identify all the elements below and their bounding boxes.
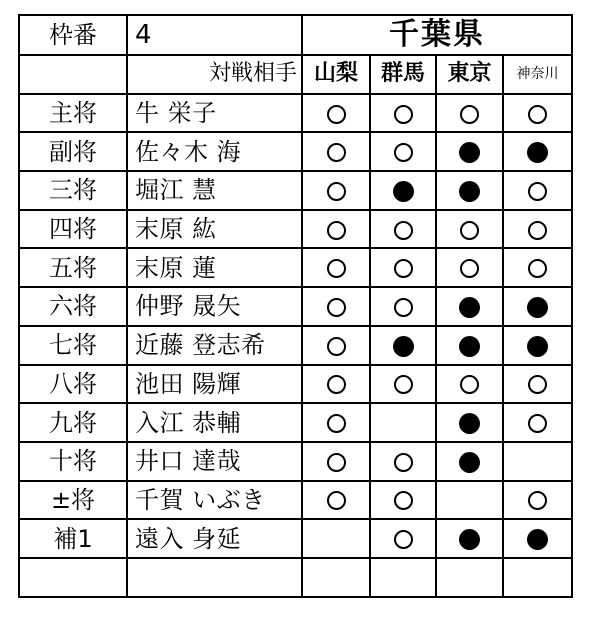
player-row	[19, 248, 572, 287]
win-circle-icon	[528, 105, 547, 124]
result-cell	[503, 365, 572, 404]
result-cell	[370, 132, 436, 171]
player-position: 主将	[19, 94, 127, 133]
result-cell	[370, 558, 436, 597]
win-circle-icon	[394, 259, 413, 278]
result-cell	[302, 558, 370, 597]
result-cell	[503, 403, 572, 442]
player-position: 十将	[19, 442, 127, 481]
result-cell	[370, 481, 436, 520]
player-row	[19, 403, 572, 442]
opponent-kanagawa: 神奈川	[503, 55, 572, 94]
result-cell	[503, 171, 572, 210]
result-cell	[302, 365, 370, 404]
result-cell	[370, 94, 436, 133]
result-cell	[503, 248, 572, 287]
win-circle-icon	[327, 259, 346, 278]
result-cell	[302, 171, 370, 210]
prefecture-name: 千葉県	[302, 15, 572, 55]
lineup-table	[18, 14, 573, 598]
player-name: 千賀 いぶき	[127, 481, 302, 520]
win-circle-icon	[528, 221, 547, 240]
result-cell	[436, 481, 503, 520]
waku-number: 4	[127, 15, 302, 55]
result-cell	[436, 171, 503, 210]
result-cell	[503, 442, 572, 481]
win-circle-icon	[327, 453, 346, 472]
loss-circle-icon	[459, 452, 480, 473]
win-circle-icon	[327, 105, 346, 124]
result-cell	[436, 519, 503, 558]
result-cell	[436, 403, 503, 442]
player-position: 八将	[19, 365, 127, 404]
result-cell	[302, 287, 370, 326]
result-cell	[503, 481, 572, 520]
player-name: 近藤 登志希	[127, 326, 302, 365]
result-cell	[503, 94, 572, 133]
result-cell	[503, 558, 572, 597]
player-position: 副将	[19, 132, 127, 171]
win-circle-icon	[528, 491, 547, 510]
opponent-yamanashi: 山梨	[302, 55, 370, 94]
result-cell	[302, 248, 370, 287]
result-cell	[436, 558, 503, 597]
win-circle-icon	[528, 259, 547, 278]
player-position: ±将	[19, 481, 127, 520]
player-name: 牛 栄子	[127, 94, 302, 133]
loss-circle-icon	[527, 297, 548, 318]
win-circle-icon	[394, 143, 413, 162]
result-cell	[436, 365, 503, 404]
win-circle-icon	[327, 491, 346, 510]
player-row	[19, 442, 572, 481]
win-circle-icon	[460, 105, 479, 124]
player-name: 佐々木 海	[127, 132, 302, 171]
win-circle-icon	[327, 143, 346, 162]
win-circle-icon	[528, 375, 547, 394]
result-cell	[370, 210, 436, 249]
win-circle-icon	[394, 491, 413, 510]
win-circle-icon	[460, 221, 479, 240]
result-cell	[436, 287, 503, 326]
player-row	[19, 481, 572, 520]
loss-circle-icon	[459, 529, 480, 550]
player-row	[19, 326, 572, 365]
result-cell	[370, 519, 436, 558]
win-circle-icon	[394, 453, 413, 472]
win-circle-icon	[394, 221, 413, 240]
loss-circle-icon	[393, 336, 414, 357]
player-name: 仲野 晟矢	[127, 287, 302, 326]
result-cell	[302, 94, 370, 133]
win-circle-icon	[460, 259, 479, 278]
header-blank-cell	[19, 55, 127, 94]
player-name: 末原 紘	[127, 210, 302, 249]
header-row-team	[19, 15, 572, 55]
result-cell	[302, 132, 370, 171]
result-cell	[370, 403, 436, 442]
team-lineup-sheet	[18, 14, 573, 598]
result-cell	[436, 210, 503, 249]
loss-circle-icon	[393, 181, 414, 202]
player-row	[19, 558, 572, 597]
win-circle-icon	[327, 182, 346, 201]
player-row	[19, 171, 572, 210]
player-position: 六将	[19, 287, 127, 326]
result-cell	[503, 519, 572, 558]
opponent-tokyo: 東京	[436, 55, 503, 94]
result-cell	[436, 442, 503, 481]
player-row	[19, 365, 572, 404]
loss-circle-icon	[459, 413, 480, 434]
player-position: 補1	[19, 519, 127, 558]
result-cell	[302, 519, 370, 558]
result-cell	[503, 210, 572, 249]
result-cell	[436, 326, 503, 365]
player-name: 池田 陽輝	[127, 365, 302, 404]
result-cell	[302, 326, 370, 365]
player-position: 四将	[19, 210, 127, 249]
win-circle-icon	[327, 298, 346, 317]
player-position: 三将	[19, 171, 127, 210]
player-name: 末原 蓮	[127, 248, 302, 287]
result-cell	[436, 248, 503, 287]
result-cell	[302, 403, 370, 442]
win-circle-icon	[528, 414, 547, 433]
waku-label: 枠番	[19, 15, 127, 55]
player-row	[19, 132, 572, 171]
loss-circle-icon	[459, 142, 480, 163]
player-row	[19, 519, 572, 558]
player-name: 井口 達哉	[127, 442, 302, 481]
opponent-gunma: 群馬	[370, 55, 436, 94]
win-circle-icon	[394, 298, 413, 317]
win-circle-icon	[460, 375, 479, 394]
opponent-label: 対戦相手	[127, 55, 302, 94]
player-row	[19, 210, 572, 249]
result-cell	[302, 210, 370, 249]
result-cell	[503, 326, 572, 365]
result-cell	[370, 171, 436, 210]
result-cell	[370, 442, 436, 481]
player-position	[19, 558, 127, 597]
win-circle-icon	[327, 414, 346, 433]
player-position: 五将	[19, 248, 127, 287]
result-cell	[370, 248, 436, 287]
loss-circle-icon	[527, 529, 548, 550]
player-name: 堀江 慧	[127, 171, 302, 210]
player-position: 九将	[19, 403, 127, 442]
win-circle-icon	[327, 375, 346, 394]
result-cell	[436, 132, 503, 171]
result-cell	[370, 287, 436, 326]
loss-circle-icon	[459, 181, 480, 202]
result-cell	[370, 365, 436, 404]
header-row-opponents	[19, 55, 572, 94]
player-name: 遠入 身延	[127, 519, 302, 558]
result-cell	[302, 481, 370, 520]
result-cell	[503, 287, 572, 326]
result-cell	[370, 326, 436, 365]
loss-circle-icon	[459, 297, 480, 318]
player-row	[19, 287, 572, 326]
win-circle-icon	[394, 530, 413, 549]
result-cell	[302, 442, 370, 481]
loss-circle-icon	[459, 336, 480, 357]
result-cell	[503, 132, 572, 171]
loss-circle-icon	[527, 336, 548, 357]
player-name	[127, 558, 302, 597]
win-circle-icon	[528, 182, 547, 201]
result-cell	[436, 94, 503, 133]
player-position: 七将	[19, 326, 127, 365]
win-circle-icon	[327, 337, 346, 356]
loss-circle-icon	[527, 142, 548, 163]
player-name: 入江 恭輔	[127, 403, 302, 442]
win-circle-icon	[327, 221, 346, 240]
win-circle-icon	[394, 375, 413, 394]
win-circle-icon	[394, 105, 413, 124]
player-row	[19, 94, 572, 133]
